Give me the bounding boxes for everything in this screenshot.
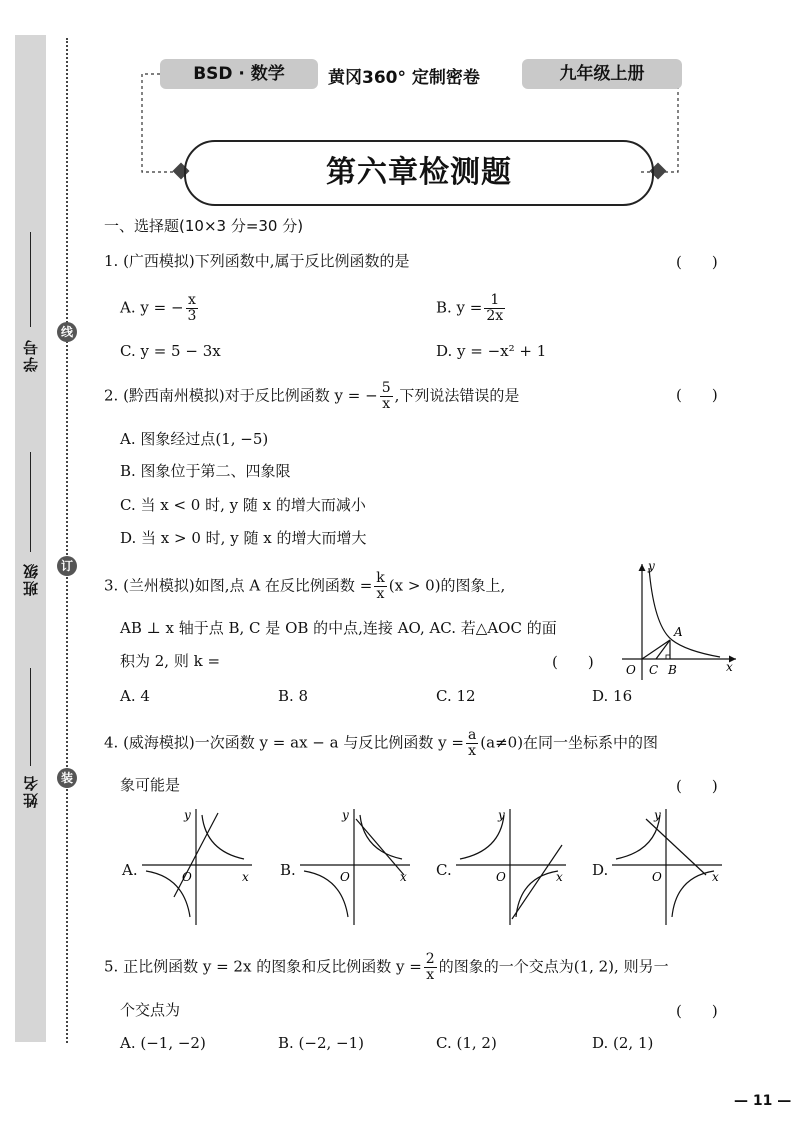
q4-a-y-label: y	[184, 808, 191, 822]
q3-stem-after: (x > 0)的图象上,	[388, 576, 506, 595]
q4-option-a-graph[interactable]	[140, 805, 260, 927]
binding-cut-line	[66, 38, 68, 1043]
q1-b-denominator: 2x	[486, 308, 504, 324]
q3-label-b: B	[668, 663, 677, 677]
q4-c-y-label: y	[498, 808, 505, 822]
q3-stem	[104, 571, 505, 602]
q3-denominator: x	[376, 586, 385, 602]
q3-line3: 积为 2, 则 k =	[120, 652, 221, 670]
q1-option-b-prefix: B. y =	[436, 298, 483, 317]
q5-option-d[interactable]: D. (2, 1)	[592, 1034, 654, 1052]
subject-pill: BSD · 数学	[160, 59, 318, 89]
series-name: 黄冈360° 定制密卷	[328, 68, 480, 88]
q4-d-y-label: y	[654, 808, 661, 822]
q1-option-b[interactable]	[436, 293, 507, 324]
q3-option-d[interactable]: D. 16	[592, 687, 633, 705]
q3-label-a: A	[674, 625, 683, 639]
name-blank[interactable]	[30, 668, 31, 766]
q3-fraction	[374, 571, 386, 602]
q4-option-b-graph[interactable]	[298, 805, 418, 927]
q1-a-denominator: 3	[187, 308, 197, 324]
q1-option-a-prefix: A. y = −	[120, 298, 184, 317]
q2-stem-after: ,下列说法错误的是	[394, 386, 520, 405]
q1-a-numerator: x	[186, 293, 199, 309]
q5-stem-before: 5. 正比例函数 y = 2x 的图象和反比例函数 y =	[104, 957, 422, 976]
grade-pill: 九年级上册	[522, 59, 682, 89]
q3-numerator: k	[376, 570, 385, 586]
q4-option-c-graph[interactable]	[454, 805, 574, 927]
seal-line-mark: 线	[57, 322, 77, 342]
q1-option-c[interactable]: C. y = 5 − 3x	[120, 342, 221, 360]
q4-b-origin-label: O	[340, 870, 350, 884]
q5-option-c[interactable]: C. (1, 2)	[436, 1034, 497, 1052]
q5-line2: 个交点为	[120, 1001, 181, 1019]
page-number: — 11 —	[734, 1093, 792, 1109]
q3-stem-before: 3. (兰州模拟)如图,点 A 在反比例函数 =	[104, 576, 373, 595]
q4-d-origin-label: O	[652, 870, 662, 884]
page-title: 第六章检测题	[184, 140, 654, 206]
q5-option-b[interactable]: B. (−2, −1)	[278, 1034, 365, 1052]
q4-b-y-label: y	[342, 808, 349, 822]
q2-answer-blank[interactable]: ( )	[676, 386, 718, 404]
q3-hyperbola	[649, 568, 720, 657]
section-heading: 一、选择题(10×3 分=30 分)	[104, 217, 304, 235]
q5-numerator: 2	[425, 951, 435, 967]
q4-option-c-label[interactable]: C.	[436, 861, 452, 879]
q1-b-numerator: 1	[484, 293, 505, 309]
q1-option-a[interactable]	[120, 293, 200, 324]
q1-answer-blank[interactable]: ( )	[676, 253, 718, 271]
student-id-label: 学号	[22, 338, 40, 372]
q5-stem	[104, 952, 669, 983]
q4-line2: 象可能是	[120, 776, 181, 794]
q1-option-a-fraction	[186, 293, 199, 324]
q4-c-x-label: x	[556, 870, 563, 884]
q3-segment-ac	[656, 640, 670, 659]
q3-option-a[interactable]: A. 4	[120, 687, 150, 705]
q4-b-x-label: x	[400, 870, 407, 884]
q4-numerator: a	[467, 727, 477, 743]
q2-fraction	[380, 381, 393, 412]
q4-c-origin-label: O	[496, 870, 506, 884]
q3-label-o: O	[626, 663, 636, 677]
seal-pack-mark: 装	[57, 768, 77, 788]
q3-label-y: y	[648, 559, 655, 573]
q1-option-d[interactable]: D. y = −x² + 1	[436, 342, 547, 360]
q4-option-b-label[interactable]: B.	[280, 861, 296, 879]
q2-option-a[interactable]: A. 图象经过点(1, −5)	[120, 430, 269, 448]
q4-a-origin-label: O	[182, 870, 192, 884]
q4-d-x-label: x	[712, 870, 719, 884]
q4-stem	[104, 728, 658, 759]
q1-option-b-fraction	[484, 293, 505, 324]
q2-numerator: 5	[381, 380, 391, 396]
q2-option-d[interactable]: D. 当 x > 0 时, y 随 x 的增大而增大	[120, 529, 367, 547]
q4-denominator: x	[468, 743, 477, 759]
q4-fraction	[466, 728, 478, 759]
q5-fraction	[424, 952, 437, 983]
q4-stem-before: 4. (威海模拟)一次函数 y = ax − a 与反比例函数 y =	[104, 733, 464, 752]
seal-bind-mark: 订	[57, 556, 77, 576]
q2-denominator: x	[382, 396, 391, 412]
q4-option-d-label[interactable]: D.	[592, 861, 609, 879]
q2-option-b[interactable]: B. 图象位于第二、四象限	[120, 462, 291, 480]
q4-option-d-graph[interactable]	[610, 805, 730, 927]
q4-option-a-label[interactable]: A.	[122, 861, 138, 879]
name-label: 姓名	[22, 774, 40, 808]
q3-label-c: C	[649, 663, 659, 677]
q3-label-x: x	[726, 660, 733, 674]
q2-stem-before: 2. (黔西南州模拟)对于反比例函数 y = −	[104, 386, 378, 405]
q3-option-b[interactable]: B. 8	[278, 687, 309, 705]
q3-line2: AB ⊥ x 轴于点 B, C 是 OB 的中点,连接 AO, AC. 若△AOC 的面	[120, 619, 557, 637]
q5-answer-blank[interactable]: ( )	[676, 1002, 718, 1020]
q3-figure	[616, 556, 744, 684]
q3-answer-blank[interactable]: ( )	[552, 653, 594, 671]
q4-stem-after: (a≠0)在同一坐标系中的图	[480, 733, 659, 752]
class-label: 班级	[22, 562, 40, 596]
q1-stem: 1. (广西模拟)下列函数中,属于反比例函数的是	[104, 252, 410, 270]
q2-stem	[104, 381, 519, 412]
class-blank[interactable]	[30, 452, 31, 552]
q5-stem-after: 的图象的一个交点为(1, 2), 则另一	[438, 957, 669, 976]
q4-a-x-label: x	[242, 870, 249, 884]
q3-option-c[interactable]: C. 12	[436, 687, 476, 705]
student-id-blank[interactable]	[30, 232, 31, 327]
q4-answer-blank[interactable]: ( )	[676, 777, 718, 795]
q5-option-a[interactable]: A. (−1, −2)	[120, 1034, 206, 1052]
q5-denominator: x	[426, 967, 435, 983]
q2-option-c[interactable]: C. 当 x < 0 时, y 随 x 的增大而减小	[120, 496, 366, 514]
